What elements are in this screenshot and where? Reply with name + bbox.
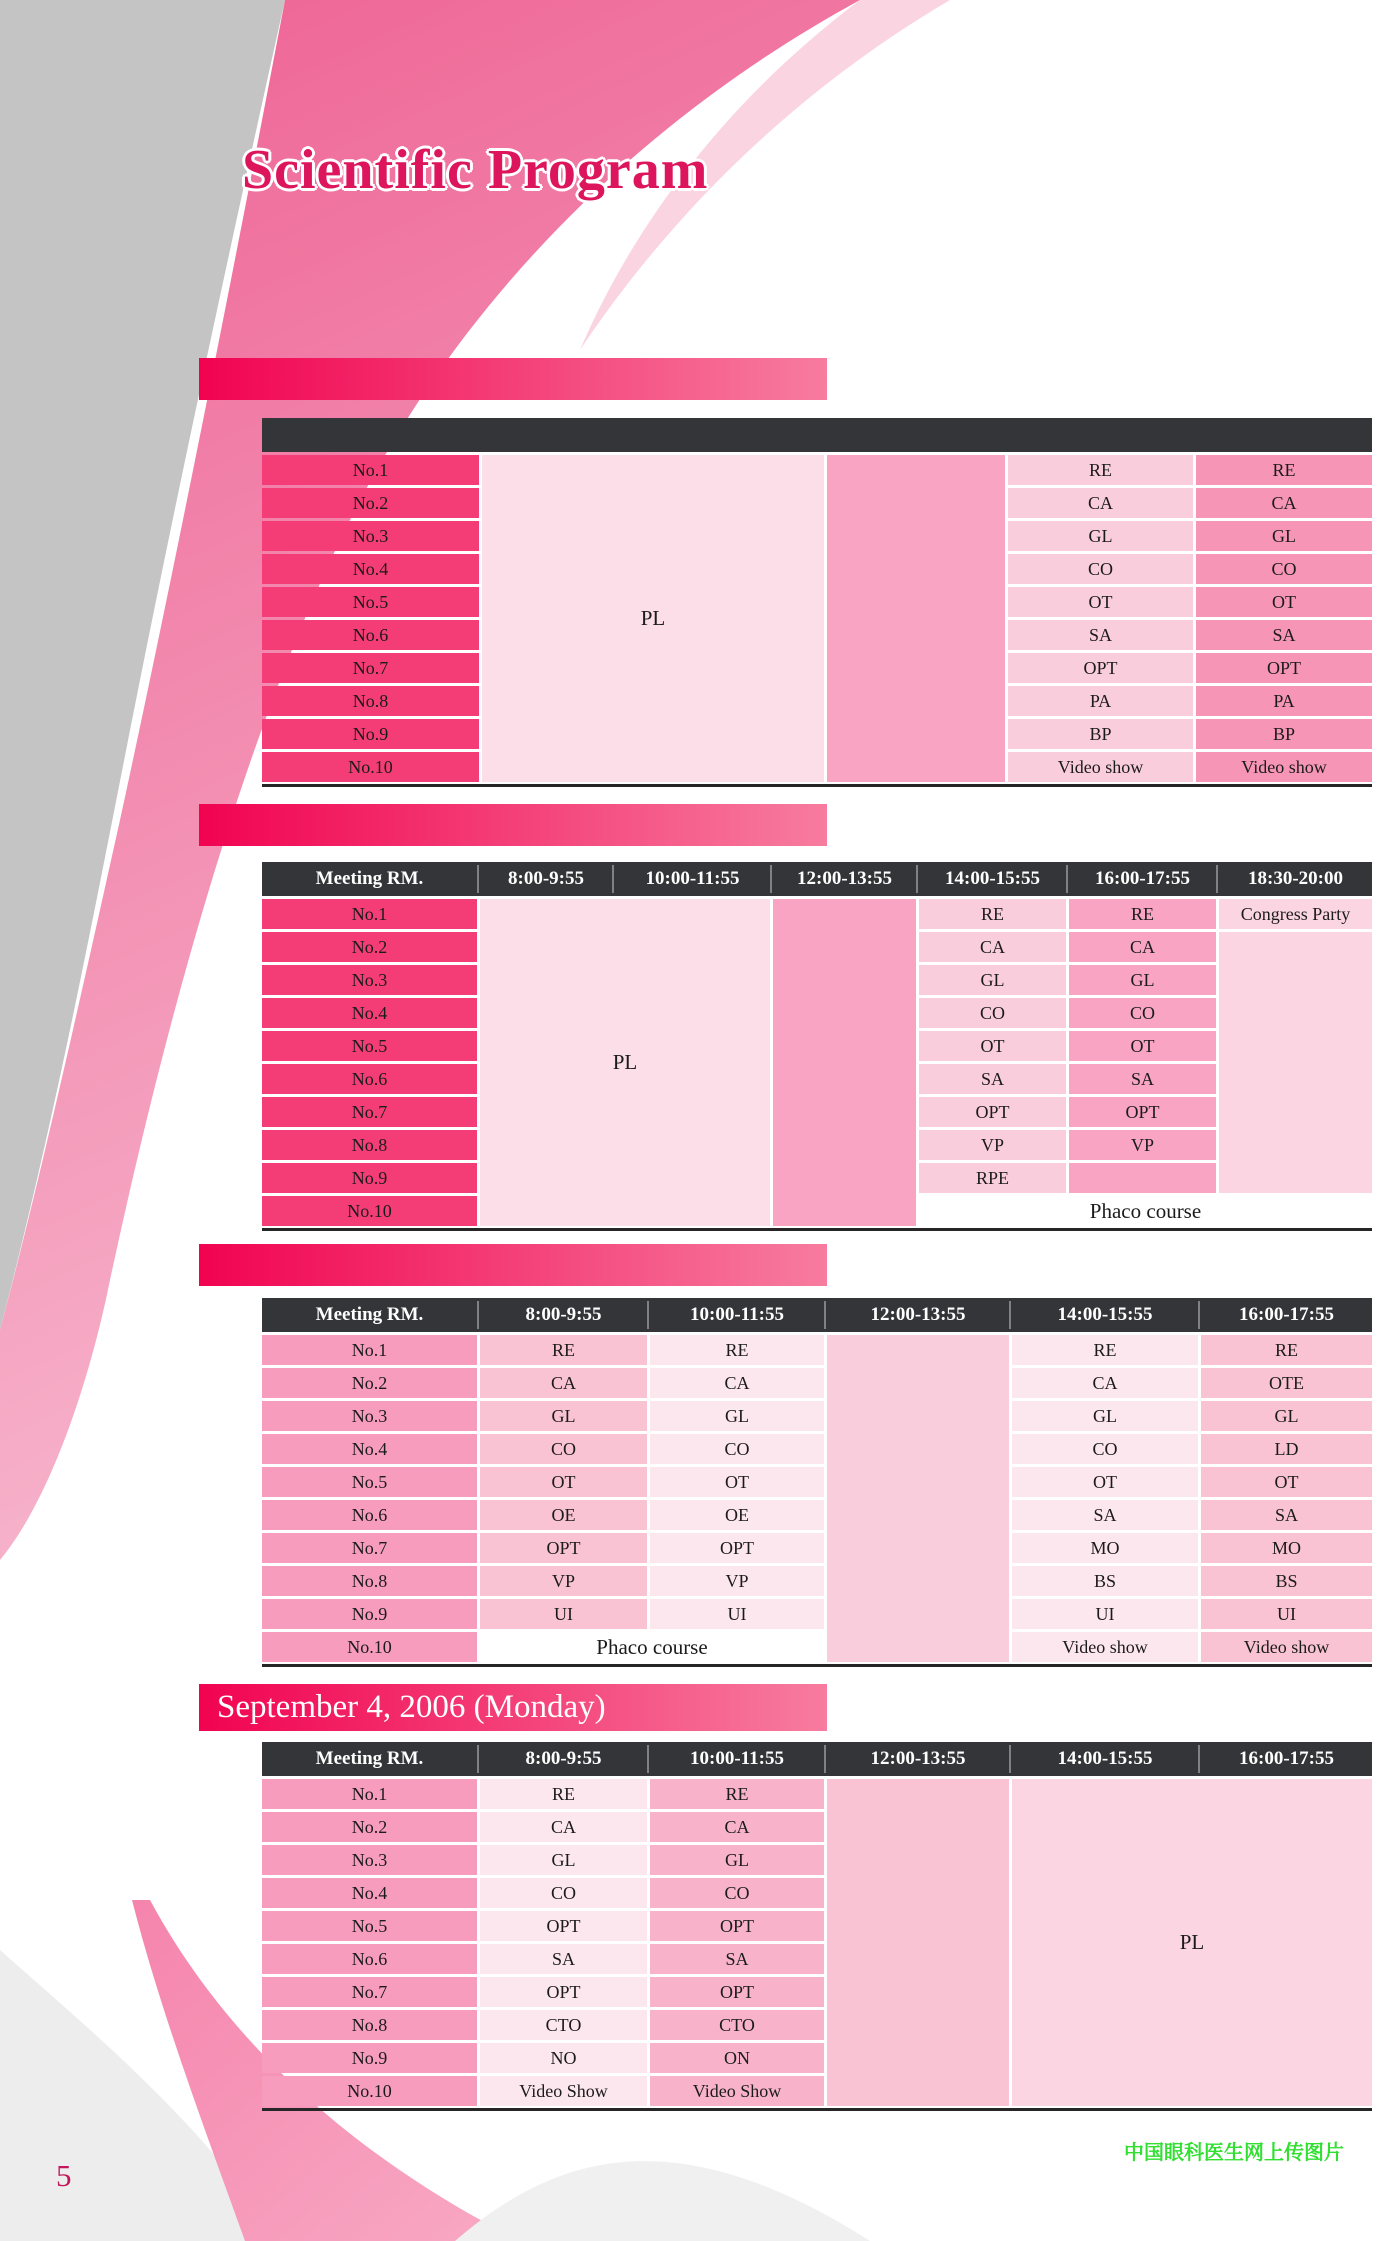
row-label: No.4 — [262, 998, 477, 1028]
schedule-cell: SA — [650, 1944, 824, 1974]
row-label: No.10 — [262, 1196, 477, 1226]
schedule-cell: BS — [1012, 1566, 1198, 1596]
header-cell: Meeting RM. — [315, 1304, 424, 1325]
schedule-cell: CO — [480, 1878, 647, 1908]
schedule-cell: OPT — [919, 1097, 1066, 1127]
schedule-cell: Video show — [1196, 752, 1372, 782]
empty-slot-cell — [1069, 1163, 1216, 1193]
schedule-cell: LD — [1201, 1434, 1372, 1464]
schedule-cell: RE — [480, 1779, 647, 1809]
schedule-cell: RE — [480, 1335, 647, 1365]
schedule-cell: GL — [1008, 521, 1193, 551]
schedule-cell: SA — [1201, 1500, 1372, 1530]
schedule-cell: Video show — [1008, 752, 1193, 782]
row-label: No.2 — [262, 932, 477, 962]
schedule-cell: GL — [1012, 1401, 1198, 1431]
empty-slot-cell — [1219, 932, 1372, 1193]
schedule-cell: PA — [1196, 686, 1372, 716]
row-label: No.10 — [262, 752, 479, 782]
row-label: No.5 — [262, 587, 479, 617]
header-cell: 12:00-13:55 — [827, 1742, 1009, 1776]
schedule-cell: RE — [650, 1335, 824, 1365]
schedule-cell: RE — [919, 899, 1066, 929]
schedule-cell: OPT — [480, 1911, 647, 1941]
table-body — [262, 1779, 1372, 2106]
table-header-row — [262, 1742, 1372, 1776]
schedule-cell: CA — [1196, 488, 1372, 518]
schedule-cell: CA — [480, 1812, 647, 1842]
header-cell: 10:00-11:55 — [650, 1298, 824, 1332]
header-cell: 16:00-17:55 — [1201, 1298, 1372, 1332]
schedule-cell: CO — [1069, 998, 1216, 1028]
row-label: No.3 — [262, 1401, 477, 1431]
schedule-cell: SA — [480, 1944, 647, 1974]
header-cell: 18:30-20:00 — [1219, 862, 1372, 896]
row-label: No.9 — [262, 1599, 477, 1629]
phaco-course-cell: Phaco course — [919, 1196, 1372, 1226]
schedule-cell: SA — [1196, 620, 1372, 650]
table-body — [262, 899, 1372, 1226]
pl-plenary-cell: PL — [1012, 1779, 1372, 2106]
table-header-row — [262, 1298, 1372, 1332]
row-label: No.7 — [262, 1533, 477, 1563]
row-label: No.8 — [262, 1130, 477, 1160]
date-banner-september-4-label: September 4, 2006 (Monday) — [217, 1689, 606, 1725]
row-label: No.3 — [262, 965, 477, 995]
schedule-cell: CA — [919, 932, 1066, 962]
schedule-cell: GL — [1069, 965, 1216, 995]
row-label: No.8 — [262, 686, 479, 716]
empty-slot-cell — [773, 899, 916, 1226]
schedule-cell: OT — [480, 1467, 647, 1497]
schedule-cell: MO — [1012, 1533, 1198, 1563]
schedule-cell: VP — [919, 1130, 1066, 1160]
header-cell: 12:00-13:55 — [773, 862, 916, 896]
row-label: No.3 — [262, 1845, 477, 1875]
row-label: No.9 — [262, 1163, 477, 1193]
schedule-cell: OPT — [650, 1911, 824, 1941]
row-label: No.5 — [262, 1031, 477, 1061]
schedule-cell: OPT — [650, 1977, 824, 2007]
schedule-cell: OPT — [1008, 653, 1193, 683]
date-banner-3 — [199, 1244, 827, 1286]
header-cell: 10:00-11:55 — [650, 1742, 824, 1776]
row-label: No.9 — [262, 2043, 477, 2073]
schedule-cell: CO — [919, 998, 1066, 1028]
row-label: No.8 — [262, 2010, 477, 2040]
schedule-cell: CA — [650, 1368, 824, 1398]
schedule-cell: UI — [1012, 1599, 1198, 1629]
schedule-cell: SA — [919, 1064, 1066, 1094]
schedule-cell: OT — [1201, 1467, 1372, 1497]
row-label: No.8 — [262, 1566, 477, 1596]
schedule-cell: Video Show — [480, 2076, 647, 2106]
schedule-cell: GL — [480, 1845, 647, 1875]
header-cell: 12:00-13:55 — [827, 1298, 1009, 1332]
header-cell: 14:00-15:55 — [919, 862, 1066, 896]
schedule-cell: ON — [650, 2043, 824, 2073]
schedule-cell: Video Show — [650, 2076, 824, 2106]
schedule-cell: CTO — [650, 2010, 824, 2040]
row-label: No.4 — [262, 1878, 477, 1908]
schedule-cell: GL — [1196, 521, 1372, 551]
row-label: No.2 — [262, 488, 479, 518]
schedule-table-day-2 — [262, 862, 1372, 1231]
schedule-cell: OT — [1008, 587, 1193, 617]
schedule-cell: OTE — [1201, 1368, 1372, 1398]
date-banner-september-4 — [199, 1684, 827, 1731]
schedule-cell: BP — [1008, 719, 1193, 749]
row-label: No.2 — [262, 1368, 477, 1398]
schedule-cell: CA — [650, 1812, 824, 1842]
schedule-table-day-1 — [262, 418, 1372, 787]
schedule-cell: CO — [650, 1878, 824, 1908]
schedule-cell: VP — [1069, 1130, 1216, 1160]
date-banner-2 — [199, 804, 827, 846]
schedule-cell: OT — [1196, 587, 1372, 617]
schedule-cell: VP — [650, 1566, 824, 1596]
schedule-table-day-4 — [262, 1742, 1372, 2111]
row-label: No.10 — [262, 1632, 477, 1662]
congress-party-cell: Congress Party — [1219, 899, 1372, 929]
row-label: No.3 — [262, 521, 479, 551]
schedule-cell: RE — [650, 1779, 824, 1809]
header-cell: 16:00-17:55 — [1069, 862, 1216, 896]
schedule-cell: Video show — [1201, 1632, 1372, 1662]
schedule-cell: UI — [1201, 1599, 1372, 1629]
schedule-cell: RE — [1008, 455, 1193, 485]
empty-slot-cell — [827, 1779, 1009, 2106]
schedule-cell: CA — [1069, 932, 1216, 962]
schedule-cell: UI — [650, 1599, 824, 1629]
schedule-cell: SA — [1012, 1500, 1198, 1530]
schedule-table-day-3 — [262, 1298, 1372, 1667]
schedule-cell: OT — [650, 1467, 824, 1497]
row-label: No.6 — [262, 620, 479, 650]
row-label: No.6 — [262, 1500, 477, 1530]
schedule-cell: RE — [1196, 455, 1372, 485]
table-header-row — [262, 418, 1372, 452]
schedule-cell: CA — [1008, 488, 1193, 518]
row-label: No.6 — [262, 1944, 477, 1974]
schedule-cell: CTO — [480, 2010, 647, 2040]
schedule-cell: SA — [1069, 1064, 1216, 1094]
table-body — [262, 455, 1372, 782]
row-label: No.1 — [262, 1335, 477, 1365]
schedule-cell: OPT — [1196, 653, 1372, 683]
schedule-cell: NO — [480, 2043, 647, 2073]
schedule-cell: CO — [1196, 554, 1372, 584]
header-cell: 8:00-9:55 — [480, 862, 612, 896]
schedule-cell: OPT — [650, 1533, 824, 1563]
empty-slot-cell — [827, 1335, 1009, 1662]
pl-plenary-cell: PL — [480, 899, 770, 1226]
table-header-row — [262, 862, 1372, 896]
pl-plenary-cell: PL — [482, 455, 824, 782]
row-label: No.4 — [262, 1434, 477, 1464]
row-label: No.1 — [262, 1779, 477, 1809]
header-cell: Meeting RM. — [315, 868, 424, 889]
schedule-cell: VP — [480, 1566, 647, 1596]
schedule-cell: OT — [1012, 1467, 1198, 1497]
schedule-cell: CA — [480, 1368, 647, 1398]
header-cell: Meeting RM. — [315, 1748, 424, 1769]
schedule-cell: OE — [480, 1500, 647, 1530]
schedule-cell: MO — [1201, 1533, 1372, 1563]
schedule-cell: RE — [1201, 1335, 1372, 1365]
schedule-cell: GL — [1201, 1401, 1372, 1431]
schedule-cell: CO — [1012, 1434, 1198, 1464]
gray-bottom-wedge — [455, 2161, 870, 2241]
row-label: No.4 — [262, 554, 479, 584]
row-label: No.2 — [262, 1812, 477, 1842]
schedule-cell: RE — [1012, 1335, 1198, 1365]
header-cell: 8:00-9:55 — [480, 1298, 647, 1332]
schedule-cell: OT — [1069, 1031, 1216, 1061]
schedule-cell: CO — [480, 1434, 647, 1464]
schedule-cell: OE — [650, 1500, 824, 1530]
table-body — [262, 1335, 1372, 1662]
schedule-cell: CO — [1008, 554, 1193, 584]
schedule-cell: GL — [919, 965, 1066, 995]
row-label: No.5 — [262, 1467, 477, 1497]
row-label: No.1 — [262, 899, 477, 929]
page-number: 5 — [56, 2158, 72, 2193]
header-cell: 10:00-11:55 — [615, 862, 770, 896]
empty-slot-cell — [827, 455, 1005, 782]
row-label: No.1 — [262, 455, 479, 485]
row-label: No.6 — [262, 1064, 477, 1094]
date-banner-1 — [199, 358, 827, 400]
schedule-cell: RE — [1069, 899, 1216, 929]
header-cell: 14:00-15:55 — [1012, 1298, 1198, 1332]
row-label: No.7 — [262, 1977, 477, 2007]
schedule-cell: BP — [1196, 719, 1372, 749]
schedule-cell: Video show — [1012, 1632, 1198, 1662]
schedule-cell: PA — [1008, 686, 1193, 716]
row-label: No.10 — [262, 2076, 477, 2106]
schedule-cell: GL — [650, 1401, 824, 1431]
row-label: No.7 — [262, 653, 479, 683]
watermark-text: 中国眼科医生网上传图片 — [1124, 2140, 1344, 2164]
schedule-cell: RPE — [919, 1163, 1066, 1193]
schedule-cell: BS — [1201, 1566, 1372, 1596]
schedule-cell: OT — [919, 1031, 1066, 1061]
schedule-cell: OPT — [480, 1977, 647, 2007]
row-label: No.7 — [262, 1097, 477, 1127]
schedule-cell: CO — [650, 1434, 824, 1464]
schedule-cell: GL — [650, 1845, 824, 1875]
schedule-cell: OPT — [480, 1533, 647, 1563]
phaco-course-cell: Phaco course — [480, 1632, 824, 1662]
page-title: Scientific Program — [242, 139, 709, 201]
header-cell: 14:00-15:55 — [1012, 1742, 1198, 1776]
schedule-cell: UI — [480, 1599, 647, 1629]
row-label: No.9 — [262, 719, 479, 749]
schedule-cell: CA — [1012, 1368, 1198, 1398]
header-cell: 8:00-9:55 — [480, 1742, 647, 1776]
schedule-cell: GL — [480, 1401, 647, 1431]
schedule-cell: SA — [1008, 620, 1193, 650]
row-label: No.5 — [262, 1911, 477, 1941]
header-cell: 16:00-17:55 — [1201, 1742, 1372, 1776]
schedule-cell: OPT — [1069, 1097, 1216, 1127]
